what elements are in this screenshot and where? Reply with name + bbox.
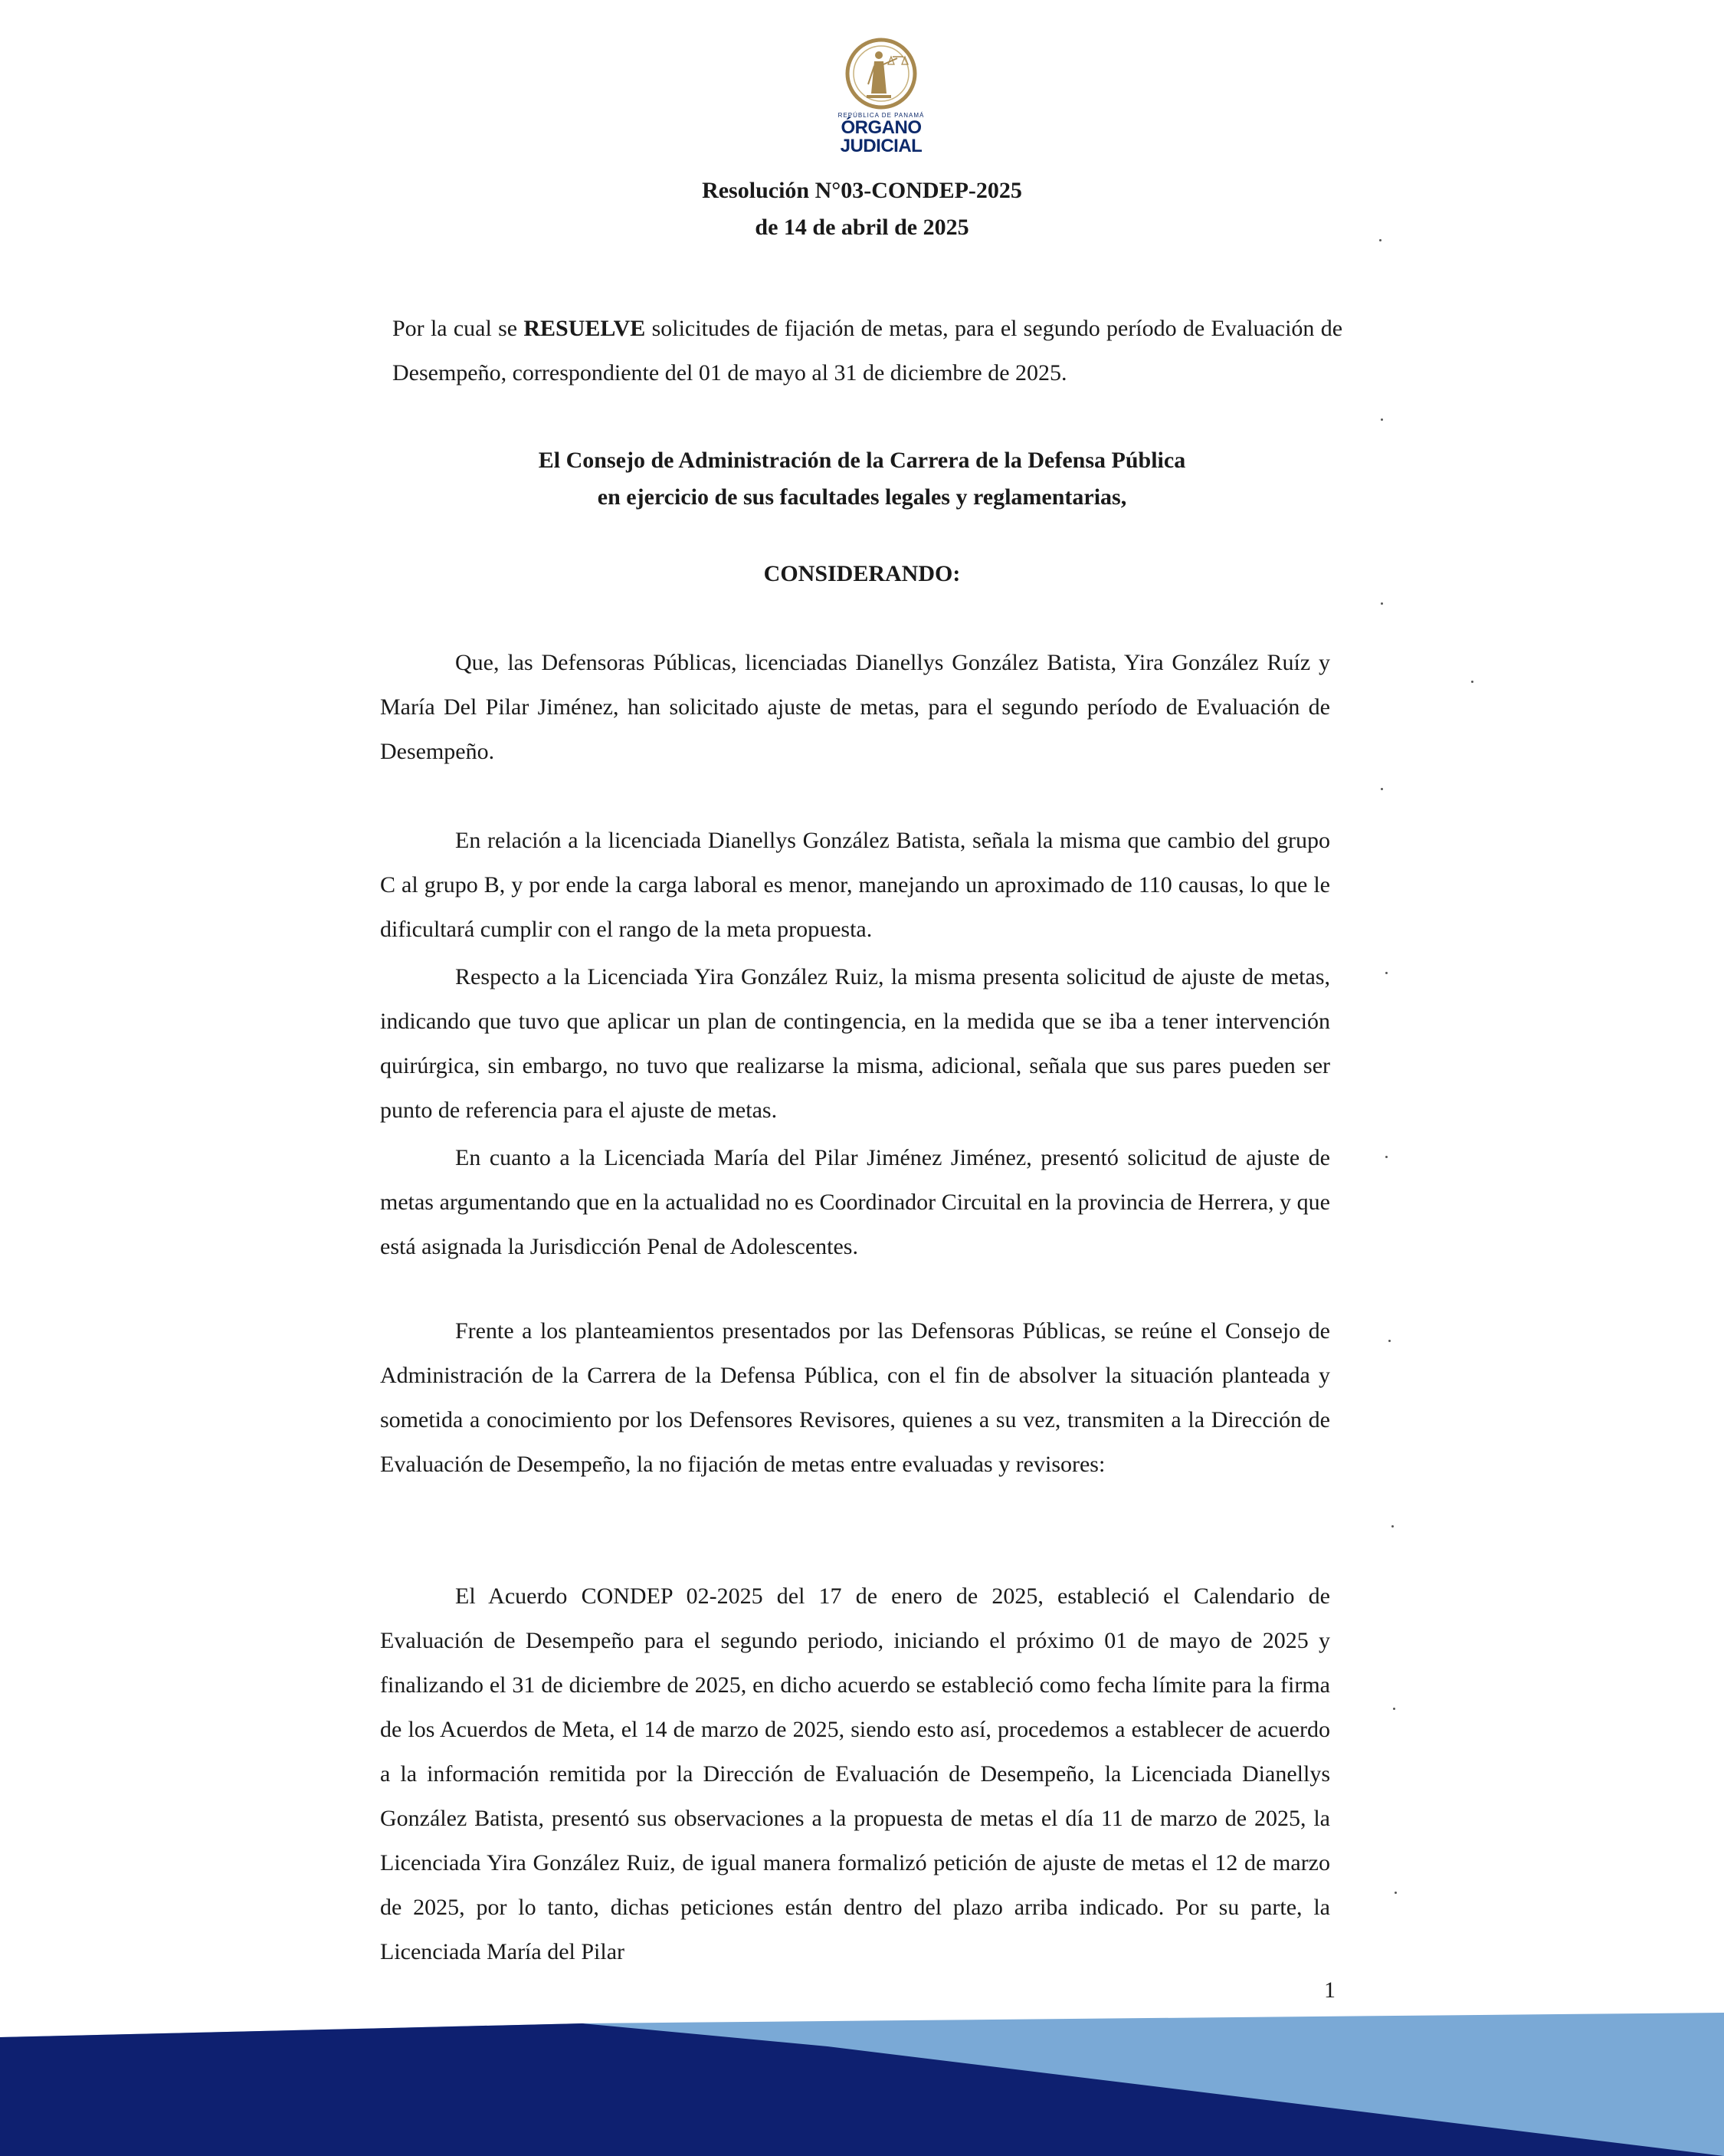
logo-organo-text: ÓRGANO (841, 117, 922, 138)
resolution-subject (392, 307, 1342, 395)
scan-dot (1391, 1525, 1394, 1528)
paragraph: Que, las Defensoras Públicas, licenciadas Dianellys González Batista, Yira González Ruíz y María Del Pilar Jiménez, han solicitado ajuste de metas, para el segundo período de Evaluación de Desempeño. (380, 650, 1330, 764)
justice-seal-icon (839, 34, 923, 110)
scan-dot (1379, 239, 1381, 241)
scan-dot (1393, 1708, 1395, 1710)
scan-dot (1381, 788, 1383, 790)
body-section-4 (380, 1574, 1330, 1974)
logo-republic-text: REPÚBLICA DE PANAMÁ (837, 112, 925, 119)
scan-dot (1381, 418, 1383, 421)
scan-dot (1471, 681, 1473, 683)
paragraph: El Acuerdo CONDEP 02-2025 del 17 de enero de 2025, estableció el Calendario de Evaluación de Desempeño para el segundo periodo, iniciando el próximo 01 de mayo de 2025 y finalizando el 31 de diciembre de 2025, en dicho acuerdo se estableció como fecha límite para la firma de los Acuerdos de Meta, el 14 de marzo de 2025, siendo esto así, procedemos a establecer de acuerdo a la información remitida por la Dirección de Evaluación de Desempeño, la Licenciada Dianellys González Batista, presentó sus observaciones a la propuesta de metas el día 11 de marzo de 2025, la Licenciada Yira González Ruiz, de igual manera formalizó petición de ajuste de metas el 12 de marzo de 2025, por lo tanto, dichas peticiones están dentro del plazo arriba indicado. Por su parte, la Licenciada María del Pilar (380, 1583, 1330, 1964)
scan-dot (1385, 1156, 1388, 1158)
body-section-3 (380, 1309, 1330, 1487)
resolution-date: de 14 de abril de 2025 (755, 215, 969, 240)
paragraph: Frente a los planteamientos presentados por las Defensoras Públicas, se reúne el Consejo de Administración de la Carrera de la Defensa Pública, con el fin de absolver la situación planteada y sometida a conocimiento por los Defensores Revisores, quienes a su vez, transmiten a la Dirección de Evaluación de Desempeño, la no fijación de metas entre evaluadas y revisores: (380, 1318, 1330, 1477)
council-title: El Consejo de Administración de la Carrera de la Defensa Pública (538, 448, 1186, 473)
body-section-1 (380, 641, 1330, 774)
organo-judicial-logo (835, 34, 927, 156)
resolution-number: Resolución N°03-CONDEP-2025 (702, 178, 1022, 203)
council-subtitle: en ejercicio de sus facultades legales y reglamentarias, (597, 484, 1127, 510)
logo-judicial-text: JUDICIAL (840, 136, 923, 156)
scan-dot (1395, 1892, 1397, 1894)
paragraph: En cuanto a la Licenciada María del Pilar Jiménez Jiménez, presentó solicitud de ajuste de metas argumentando que en la actualidad no es Coordinador Circuital en la provincia de Herrera, y que está asignada la Jurisdicción Penal de Adolescentes. (380, 1145, 1330, 1259)
scan-dot (1381, 602, 1383, 605)
paragraph: En relación a la licenciada Dianellys González Batista, señala la misma que cambio del grupo C al grupo B, y por ende la carga laboral es menor, manejando un aproximado de 110 causas, lo que le dificultará cumplir con el rango de la meta propuesta. (380, 828, 1330, 942)
body-section-2 (380, 819, 1330, 1269)
page-number: 1 (1324, 1977, 1336, 2003)
subject-prefix: Por la cual se (392, 316, 524, 341)
subject-keyword: RESUELVE (523, 316, 646, 341)
scan-dot (1385, 972, 1388, 974)
paragraph: Respecto a la Licenciada Yira González Ruiz, la misma presenta solicitud de ajuste de metas, indicando que tuvo que aplicar un plan de contingencia, en la medida que se iba a tener intervención quirúrgica, sin embargo, no tuvo que realizarse la misma, adicional, señala que sus pares pueden ser punto de referencia para el ajuste de metas. (380, 964, 1330, 1123)
scan-dot (1388, 1340, 1391, 1342)
subject-text: solicitudes de fijación de metas, para el segundo período de Evaluación de Desempeño, correspondiente del 01 de mayo al 31 de diciembre de 2025. (392, 316, 1343, 386)
footer-wave-band (0, 2008, 1724, 2156)
considerando-heading: CONSIDERANDO: (763, 561, 961, 586)
